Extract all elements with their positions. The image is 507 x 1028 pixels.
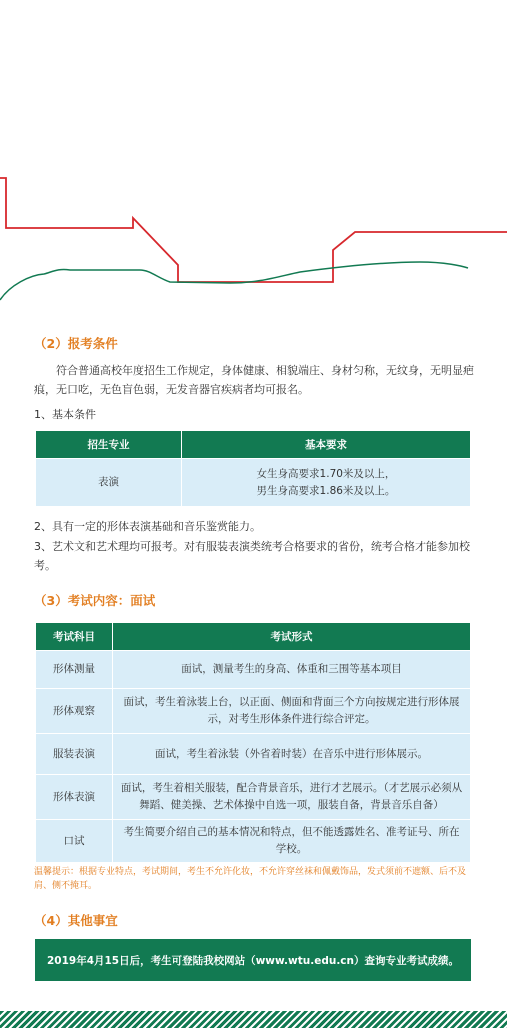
table-header: 基本要求 bbox=[182, 431, 471, 459]
exam-subject: 形体表演 bbox=[36, 775, 113, 820]
exam-form: 面试，考生着泳装（外省着时装）在音乐中进行形体展示。 bbox=[113, 734, 471, 775]
table-header: 考试形式 bbox=[113, 623, 471, 651]
exam-table bbox=[35, 622, 471, 863]
exam-subject: 形体测量 bbox=[36, 651, 113, 689]
requirements-table bbox=[35, 430, 471, 507]
exam-form: 面试，考生着相关服装，配合背景音乐，进行才艺展示。（才艺展示必须从舞蹈、健美操、艺术体操中自选一项，服装自备，背景音乐自备） bbox=[113, 775, 471, 820]
table-header-row bbox=[36, 431, 471, 459]
exam-subject: 服装表演 bbox=[36, 734, 113, 775]
table-row bbox=[36, 689, 471, 734]
male-height-requirement: 男生身高要求1.86米及以上。 bbox=[256, 484, 396, 497]
condition-2: 2、具有一定的形体表演基础和音乐鉴赏能力。 bbox=[34, 520, 261, 533]
section2-title: （2）报考条件 bbox=[34, 336, 118, 351]
exam-subject: 口试 bbox=[36, 820, 113, 863]
female-height-requirement: 女生身高要求1.70米及以上， bbox=[256, 467, 396, 480]
table-row bbox=[36, 775, 471, 820]
decorative-stripe-band bbox=[0, 1011, 507, 1028]
green-decorative-wave bbox=[0, 262, 468, 300]
table-cell-requirement bbox=[182, 459, 471, 507]
table-header: 考试科目 bbox=[36, 623, 113, 651]
section3-title: （3）考试内容：面试 bbox=[34, 593, 156, 608]
exam-form: 面试，测量考生的身高、体重和三围等基本项目 bbox=[113, 651, 471, 689]
table-row bbox=[36, 734, 471, 775]
exam-form: 考生简要介绍自己的基本情况和特点，但不能透露姓名、准考证号、所在学校。 bbox=[113, 820, 471, 863]
table-header: 招生专业 bbox=[36, 431, 182, 459]
table-header-row bbox=[36, 623, 471, 651]
exam-subject: 形体观察 bbox=[36, 689, 113, 734]
table-cell-major: 表演 bbox=[36, 459, 182, 507]
basic-conditions-label: 1、基本条件 bbox=[34, 408, 96, 421]
red-decorative-line bbox=[0, 178, 507, 282]
section2-intro: 符合普通高校年度招生工作规定，身体健康、相貌端庄、身材匀称，无纹身，无明显疤痕，无口吃，无色盲色弱，无发音器官疾病者均可报名。 bbox=[34, 364, 474, 396]
warm-tip: 温馨提示：根据专业特点，考试期间，考生不允许化妆，不允许穿丝袜和佩戴饰品，发式须前不遮额、后不及肩、侧不掩耳。 bbox=[34, 867, 467, 891]
table-row bbox=[36, 459, 471, 507]
exam-form: 面试，考生着泳装上台，以正面、侧面和背面三个方向按规定进行形体展示，对考生形体条件进行综合评定。 bbox=[113, 689, 471, 734]
section4-title: （4）其他事宜 bbox=[34, 913, 118, 928]
condition-3: 3、艺术文和艺术理均可报考。对有服装表演类统考合格要求的省份，统考合格才能参加校考。 bbox=[34, 540, 470, 572]
results-notice: 2019年4月15日后，考生可登陆我校网站（www.wtu.edu.cn）查询专业考试成绩。 bbox=[35, 939, 471, 981]
table-row bbox=[36, 651, 471, 689]
decorative-lines bbox=[0, 0, 507, 320]
table-row bbox=[36, 820, 471, 863]
